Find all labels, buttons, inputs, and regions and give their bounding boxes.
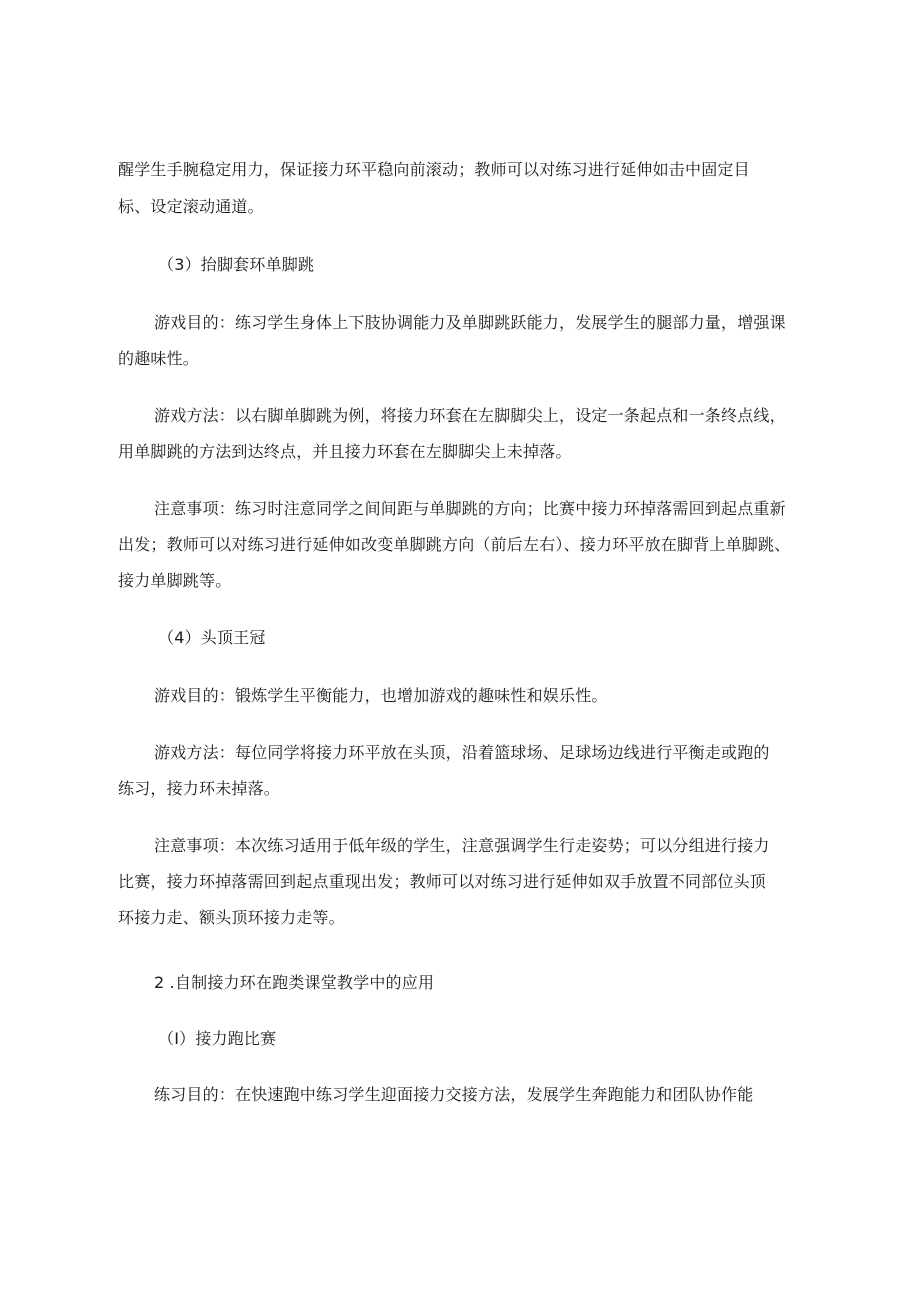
text-line-10: 接力单脚跳等。: [118, 571, 232, 590]
text-line-8: 注意事项：练习时注意同学之间间距与单脚跳的方向；比赛中接力环掉落需回到起点重新: [154, 499, 786, 518]
section-heading-4: （4）头顶王冠: [158, 628, 266, 647]
text-line-7: 用单脚跳的方法到达终点，并且接力环套在左脚脚尖上未掉落。: [118, 442, 572, 461]
text-line-9: 出发；教师可以对练习进行延伸如改变单脚跳方向（前后左右）、接力环平放在脚背上单脚跳、: [118, 535, 791, 554]
section-heading-3: （3）抬脚套环单脚跳: [158, 255, 315, 274]
text-line-16: 比赛，接力环掉落需回到起点重现出发；教师可以对练习进行延伸如双手放置不同部位头顶: [118, 872, 767, 891]
section-heading-1: （I）接力跑比赛: [158, 1029, 277, 1048]
section-heading-2: 2 .自制接力环在跑类课堂教学中的应用: [154, 973, 435, 992]
text-line-6: 游戏方法：以右脚单脚跳为例，将接力环套在左脚脚尖上，设定一条起点和一条终点线，: [154, 406, 786, 425]
text-line-13: 游戏方法：每位同学将接力环平放在头顶，沿着篮球场、足球场边线进行平衡走或跑的: [154, 743, 770, 762]
text-line-14: 练习，接力环未掉落。: [118, 779, 281, 798]
text-line-4: 游戏目的：练习学生身体上下肢协调能力及单脚跳跃能力，发展学生的腿部力量，增强课: [154, 313, 786, 332]
text-line-2: 标、设定滚动通道。: [118, 197, 264, 216]
text-line-12: 游戏目的：锻炼学生平衡能力，也增加游戏的趣味性和娱乐性。: [154, 686, 608, 705]
text-line-20: 练习目的：在快速跑中练习学生迎面接力交接方法，发展学生奔跑能力和团队协作能: [154, 1085, 754, 1104]
text-line-5: 的趣味性。: [118, 349, 200, 368]
text-line-15: 注意事项：本次练习适用于低年级的学生，注意强调学生行走姿势；可以分组进行接力: [154, 836, 770, 855]
text-line-17: 环接力走、额头顶环接力走等。: [118, 908, 345, 927]
text-line-1: 醒学生手腕稳定用力，保证接力环平稳向前滚动；教师可以对练习进行延伸如击中固定目: [118, 160, 750, 179]
